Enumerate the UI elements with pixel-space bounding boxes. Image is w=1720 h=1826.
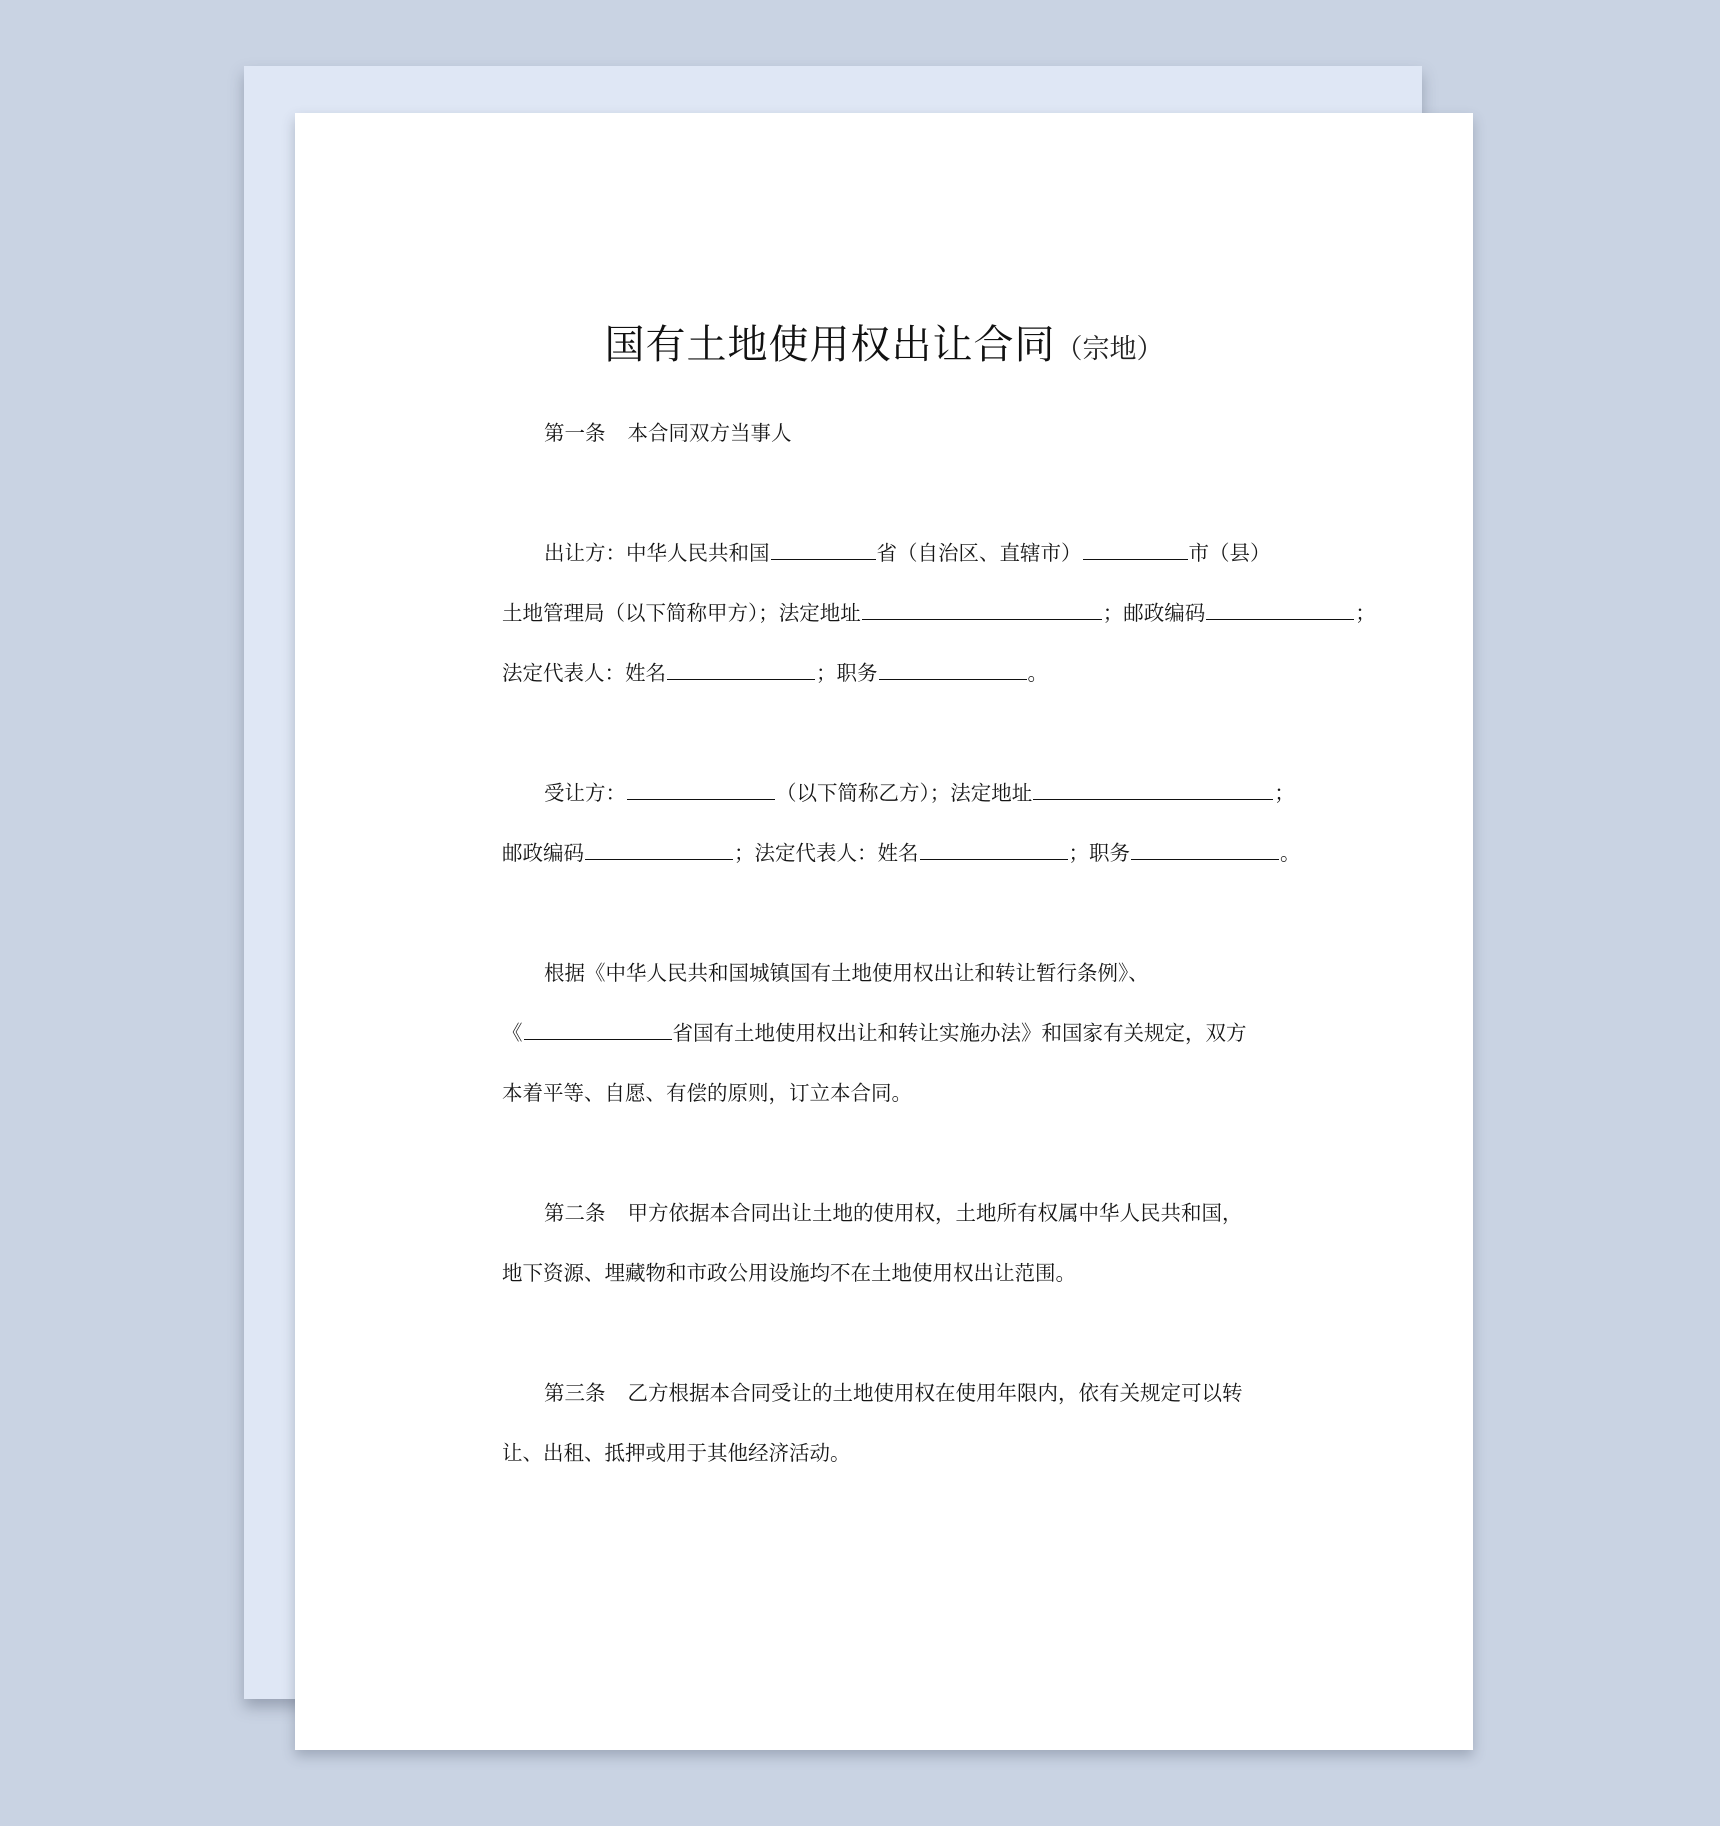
front-page-sheet [295,113,1473,1750]
grantee-rep-name-blank[interactable] [920,839,1068,860]
article-3-text-2: 让、出租、抵押或用于其他经济活动。 [502,1441,851,1465]
grantor-rep-title-label: ；职务 [816,661,878,685]
title-main: 国有土地使用权出让合同 [604,322,1056,368]
basis-text-2: 省国有土地使用权出让和转让实施办法》和国家有关规定，双方 [672,1021,1247,1045]
article-3-text-1: 乙方根据本合同受让的土地使用权在使用年限内，依有关规定可以转 [627,1381,1243,1405]
grantor-line-3 [502,658,1048,688]
grantee-rep-name-label: ；法定代表人：姓名 [734,841,919,865]
contract-document [295,113,1473,1750]
grantor-address-label: 土地管理局（以下简称甲方）；法定地址 [502,601,861,625]
grantor-postcode-blank[interactable] [1206,599,1354,620]
article-2-text-1: 甲方依据本合同出让土地的使用权，土地所有权属中华人民共和国， [627,1201,1243,1225]
grantor-line-2-end: ； [1355,601,1376,625]
grantor-postcode-label: ；邮政编码 [1102,601,1206,625]
grantee-line-1 [544,778,1295,808]
document-title [295,313,1473,370]
article-2-text-2: 地下资源、埋藏物和市政公用设施均不在土地使用权出让范围。 [502,1261,1076,1285]
article-1-label: 第一条 [544,421,606,445]
basis-line-2 [502,1018,1247,1048]
article-1-heading-line [544,418,792,448]
grantee-address-label: （以下简称乙方）；法定地址 [776,781,1033,805]
province-blank[interactable] [771,539,876,560]
basis-line-3 [502,1078,912,1108]
grantor-line-3-end: 。 [1027,661,1048,685]
grantor-line-1 [544,538,1271,568]
grantee-line-1-end: ； [1274,781,1295,805]
basis-line-1 [544,958,1149,988]
grantee-line-2 [502,838,1301,868]
city-suffix: 市（县） [1188,541,1271,565]
grantee-line-2-end: 。 [1280,841,1301,865]
article-2-line-2 [502,1258,1076,1288]
basis-province-blank[interactable] [524,1019,672,1040]
grantee-postcode-blank[interactable] [585,839,733,860]
basis-text-3: 本着平等、自愿、有偿的原则，订立本合同。 [502,1081,912,1105]
grantee-rep-title-blank[interactable] [1131,839,1279,860]
article-2-line-1 [544,1198,1243,1228]
grantor-rep-name-blank[interactable] [667,659,815,680]
basis-text-1: 根据《中华人民共和国城镇国有土地使用权出让和转让暂行条例》、 [544,961,1149,985]
article-2-label: 第二条 [544,1201,606,1225]
grantor-label: 出让方：中华人民共和国 [544,541,770,565]
grantee-postcode-label: 邮政编码 [502,841,584,865]
title-note: （宗地） [1055,334,1164,365]
article-3-label: 第三条 [544,1381,606,1405]
grantor-rep-title-blank[interactable] [879,659,1027,680]
province-suffix: 省（自治区、直辖市） [876,541,1082,565]
grantee-rep-title-label: ；职务 [1068,841,1130,865]
grantee-label: 受让方： [544,781,626,805]
article-3-line-2 [502,1438,851,1468]
grantor-rep-name-label: 法定代表人：姓名 [502,661,666,685]
grantor-address-blank[interactable] [862,599,1102,620]
article-1-text: 本合同双方当事人 [627,421,792,445]
city-blank[interactable] [1083,539,1188,560]
article-3-line-1 [544,1378,1243,1408]
grantor-line-2 [502,598,1376,628]
basis-open-quote: 《 [502,1021,523,1045]
grantee-name-blank[interactable] [627,779,775,800]
grantee-address-blank[interactable] [1033,779,1273,800]
